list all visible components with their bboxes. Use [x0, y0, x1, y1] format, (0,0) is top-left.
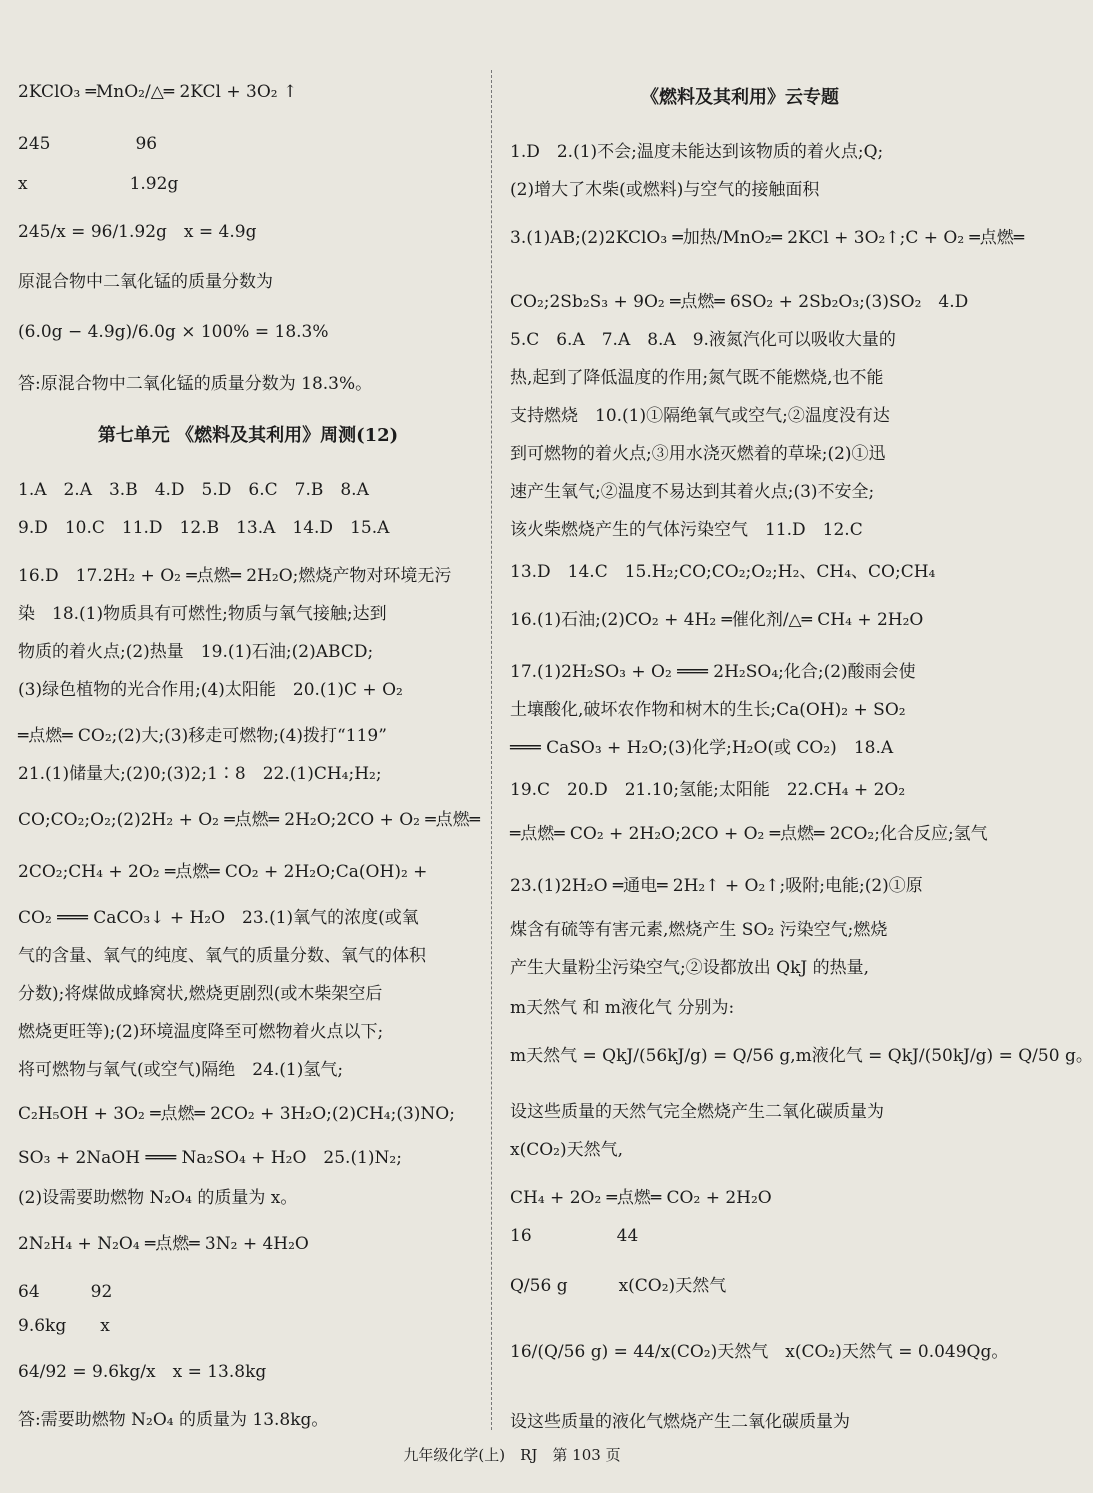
text-line: 答:需要助燃物 N₂O₄ 的质量为 13.8kg。 — [18, 1410, 329, 1430]
text-line: 1.A 2.A 3.B 4.D 5.D 6.C 7.B 8.A — [18, 480, 369, 500]
text-line: 支持燃烧 10.(1)①隔绝氧气或空气;②温度没有达 — [510, 406, 890, 426]
text-line: Q/56 g x(CO₂)天然气 — [510, 1276, 727, 1296]
text-line: 土壤酸化,破坏农作物和树木的生长;Ca(OH)₂ + SO₂ — [510, 700, 906, 720]
text-line: 2CO₂;CH₄ + 2O₂ ═点燃═ CO₂ + 2H₂O;Ca(OH)₂ + — [18, 862, 428, 882]
section-title: 第七单元 《燃料及其利用》周测(12) — [97, 425, 399, 446]
text-line: 原混合物中二氧化锰的质量分数为 — [18, 272, 273, 292]
text-line: 245 96 — [18, 134, 158, 154]
section-title: 《燃料及其利用》云专题 — [641, 87, 839, 108]
text-line: 16 44 — [510, 1226, 639, 1246]
text-line: 19.C 20.D 21.10;氢能;太阳能 22.CH₄ + 2O₂ — [510, 780, 906, 800]
text-line: (3)绿色植物的光合作用;(4)太阳能 20.(1)C + O₂ — [18, 680, 403, 700]
text-line: 答:原混合物中二氧化锰的质量分数为 18.3%。 — [18, 374, 373, 394]
column-divider — [491, 70, 492, 1430]
text-line: 17.(1)2H₂SO₃ + O₂ ═══ 2H₂SO₄;化合;(2)酸雨会使 — [510, 662, 916, 682]
text-line: CH₄ + 2O₂ ═点燃═ CO₂ + 2H₂O — [510, 1188, 772, 1208]
text-line: 13.D 14.C 15.H₂;CO;CO₂;O₂;H₂、CH₄、CO;CH₄ — [510, 562, 936, 582]
text-line: 16.(1)石油;(2)CO₂ + 4H₂ ═催化剂/△═ CH₄ + 2H₂O — [510, 610, 924, 630]
text-line: 16/(Q/56 g) = 44/x(CO₂)天然气 x(CO₂)天然气 = 0.049Qg。 — [510, 1342, 1009, 1362]
text-line: x(CO₂)天然气, — [510, 1140, 624, 1160]
page-footer: 九年级化学(上) RJ 第 103 页 — [403, 1446, 621, 1464]
text-line: 染 18.(1)物质具有可燃性;物质与氧气接触;达到 — [18, 604, 387, 624]
text-line: CO;CO₂;O₂;(2)2H₂ + O₂ ═点燃═ 2H₂O;2CO + O₂ ═点燃═ — [18, 810, 480, 830]
text-line: 将可燃物与氧气(或空气)隔绝 24.(1)氢气; — [18, 1060, 344, 1080]
text-line: 9.D 10.C 11.D 12.B 13.A 14.D 15.A — [18, 518, 390, 538]
text-line: 64/92 = 9.6kg/x x = 13.8kg — [18, 1362, 267, 1382]
text-line: 23.(1)2H₂O ═通电═ 2H₂↑ + O₂↑;吸附;电能;(2)①原 — [510, 876, 923, 896]
text-line: 分数);将煤做成蜂窝状,燃烧更剧烈(或木柴架空后 — [18, 984, 383, 1004]
text-line: 64 92 — [18, 1282, 113, 1302]
text-line: 2KClO₃ ═MnO₂/△═ 2KCl + 3O₂ ↑ — [18, 82, 298, 102]
text-line: 设这些质量的液化气燃烧产生二氧化碳质量为 — [510, 1412, 850, 1432]
text-line: 245/x = 96/1.92g x = 4.9g — [18, 222, 257, 242]
text-line: 气的含量、氧气的纯度、氧气的质量分数、氧气的体积 — [18, 946, 426, 966]
text-line: 煤含有硫等有害元素,燃烧产生 SO₂ 污染空气;燃烧 — [510, 920, 888, 940]
text-line: ═点燃═ CO₂ + 2H₂O;2CO + O₂ ═点燃═ 2CO₂;化合反应;氢气 — [510, 824, 988, 844]
text-line: x 1.92g — [18, 174, 179, 194]
text-line: (2)增大了木柴(或燃料)与空气的接触面积 — [510, 180, 820, 200]
text-line: ═点燃═ CO₂;(2)大;(3)移走可燃物;(4)拨打“119” — [18, 726, 387, 746]
text-line: 物质的着火点;(2)热量 19.(1)石油;(2)ABCD; — [18, 642, 374, 662]
text-line: 该火柴燃烧产生的气体污染空气 11.D 12.C — [510, 520, 863, 540]
text-line: 热,起到了降低温度的作用;氮气既不能燃烧,也不能 — [510, 368, 884, 388]
text-line: 1.D 2.(1)不会;温度未能达到该物质的着火点;Q; — [510, 142, 884, 162]
text-line: SO₃ + 2NaOH ═══ Na₂SO₄ + H₂O 25.(1)N₂; — [18, 1148, 402, 1168]
text-line: 产生大量粉尘污染空气;②设都放出 QkJ 的热量, — [510, 958, 869, 978]
text-line: 燃烧更旺等);(2)环境温度降至可燃物着火点以下; — [18, 1022, 384, 1042]
text-line: m天然气 = QkJ/(56kJ/g) = Q/56 g,m液化气 = QkJ/(50kJ/g) = Q/50 g。 — [510, 1046, 1093, 1066]
text-line: 2N₂H₄ + N₂O₄ ═点燃═ 3N₂ + 4H₂O — [18, 1234, 309, 1254]
text-line: 5.C 6.A 7.A 8.A 9.液氮汽化可以吸收大量的 — [510, 330, 896, 350]
text-line: 16.D 17.2H₂ + O₂ ═点燃═ 2H₂O;燃烧产物对环境无污 — [18, 566, 452, 586]
text-line: CO₂;2Sb₂S₃ + 9O₂ ═点燃═ 6SO₂ + 2Sb₂O₃;(3)SO₂ 4.D — [510, 292, 969, 312]
text-line: 到可燃物的着火点;③用水浇灭燃着的草垛;(2)①迅 — [510, 444, 886, 464]
text-line: C₂H₅OH + 3O₂ ═点燃═ 2CO₂ + 3H₂O;(2)CH₄;(3)NO; — [18, 1104, 455, 1124]
text-line: 3.(1)AB;(2)2KClO₃ ═加热/MnO₂═ 2KCl + 3O₂↑;C + O₂ ═点燃═ — [510, 228, 1025, 248]
text-line: ═══ CaSO₃ + H₂O;(3)化学;H₂O(或 CO₂) 18.A — [510, 738, 894, 758]
text-line: m天然气 和 m液化气 分别为: — [510, 998, 735, 1018]
text-line: 9.6kg x — [18, 1316, 110, 1336]
text-line: 设这些质量的天然气完全燃烧产生二氧化碳质量为 — [510, 1102, 884, 1122]
text-line: 速产生氧气;②温度不易达到其着火点;(3)不安全; — [510, 482, 875, 502]
text-line: 21.(1)储量大;(2)0;(3)2;1∶8 22.(1)CH₄;H₂; — [18, 764, 382, 784]
text-line: (2)设需要助燃物 N₂O₄ 的质量为 x。 — [18, 1188, 298, 1208]
text-line: CO₂ ═══ CaCO₃↓ + H₂O 23.(1)氧气的浓度(或氧 — [18, 908, 419, 928]
text-line: (6.0g − 4.9g)/6.0g × 100% = 18.3% — [18, 322, 329, 342]
